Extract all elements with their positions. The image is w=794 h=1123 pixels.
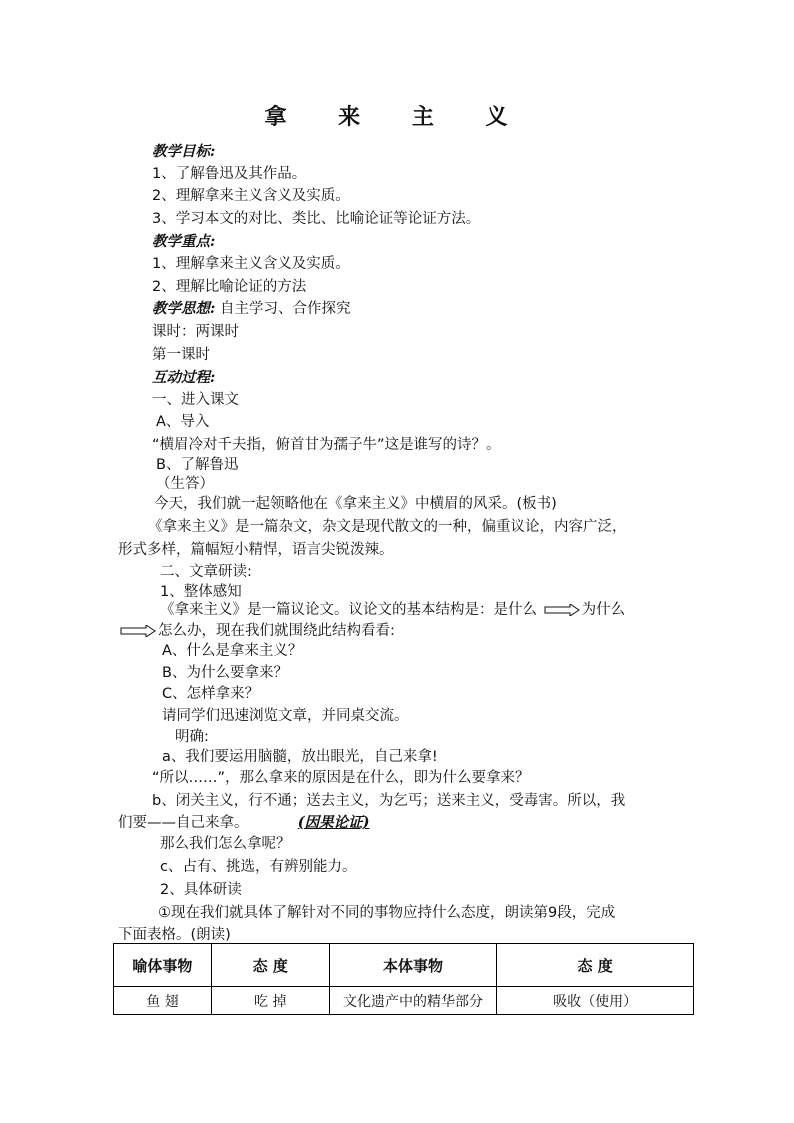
text-line: C、怎样拿来？ [162,686,260,702]
text-line: ①现在我们就具体了解针对不同的事物应持什么态度，朗读第9段，完成 [158,905,616,921]
table-cell: 吃 掉 [211,987,329,1015]
section-heading: 互动过程: [152,369,216,386]
text-line: 第一课时 [152,347,210,363]
text-line: 1、整体感知 [160,584,242,600]
table-header-row [114,944,694,987]
teaching-thought-text: 自主学习、合作探究 [219,301,351,317]
table-cell: 吸收（使用） [497,987,694,1015]
page-title: 拿 来 主 义 [264,104,530,130]
table-header-cell: 本体事物 [329,944,497,987]
structure-how: 怎么办，现在我们就围绕此结构看看: [158,623,395,639]
structure-line-2 [118,621,395,641]
text-line: 课时：两课时 [152,324,239,340]
table-header-cell: 态 度 [211,944,329,987]
table-cell: 鱼 翅 [114,987,212,1015]
text-line: 2、理解比喻论证的方法 [152,279,307,295]
section-heading: 教学目标: [152,143,216,160]
table-header-cell: 态 度 [497,944,694,987]
text-line: b、闭关主义，行不通；送去主义，为乞丐；送来主义，受毒害。所以，我 [152,793,626,809]
text-line: B、为什么要拿来？ [162,665,288,681]
double-arrow-right-icon [120,625,156,637]
text-line: 二、文章研读: [160,564,252,580]
text-line: 3、学习本文的对比、类比、比喻论证等论证方法。 [152,211,481,227]
double-arrow-right-icon [544,604,580,616]
structure-line-1 [160,600,625,620]
table-row [114,987,694,1015]
text-line: 今天，我们就一起领略他在《拿来主义》中横眉的风采。(板书) [154,496,557,512]
text-line: A、什么是拿来主义？ [162,643,303,659]
structure-text: 《拿来主义》是一篇议论文。议论文的基本结构是：是什么 [160,602,537,618]
text-line: c、占有、挑选，有辨别能力。 [160,859,357,875]
b-continuation-line [118,813,369,833]
text-line: a、我们要运用脑髓，放出眼光，自己来拿! [162,749,438,765]
structure-why: 为什么 [581,602,626,618]
text-line: A、导入 [156,414,210,430]
text-line: 下面表格。(朗读) [118,927,231,943]
text-line: 1、理解拿来主义含义及实质。 [152,256,350,272]
text-line: B、了解鲁迅 [156,457,239,473]
teaching-thought-heading: 教学思想: [152,300,216,317]
section-heading: 教学重点: [152,233,216,250]
b-continuation-text: 们要——自己来拿。 [118,815,249,831]
text-line: “横眉冷对千夫指，俯首甘为孺子牛”这是谁写的诗？。 [152,437,501,453]
analogy-table [113,943,694,1015]
table-cell: 文化遗产中的精华部分 [329,987,497,1015]
text-line: 形式多样，篇幅短小精悍，语言尖锐泼辣。 [118,542,394,558]
text-line: （生答） [156,476,214,492]
causal-argument-annotation: (因果论证) [297,814,370,831]
text-line: 那么我们怎么拿呢？ [160,836,291,852]
text-line: 明确: [175,729,209,745]
table-header-cell: 喻体事物 [114,944,212,987]
text-line: 2、具体研读 [160,882,242,898]
text-line: 一、进入课文 [152,392,239,408]
teaching-thought-line [152,299,350,319]
text-line: 2、理解拿来主义含义及实质。 [152,188,350,204]
text-line: 请同学们迅速浏览文章，并同桌交流。 [162,708,409,724]
text-line: “所以……”，那么拿来的原因是在什么，即为什么要拿来？ [152,770,530,786]
text-line: 《拿来主义》是一篇杂文，杂文是现代散文的一种，偏重议论，内容广泛， [148,519,627,535]
text-line: 1、了解鲁迅及其作品。 [152,166,307,182]
